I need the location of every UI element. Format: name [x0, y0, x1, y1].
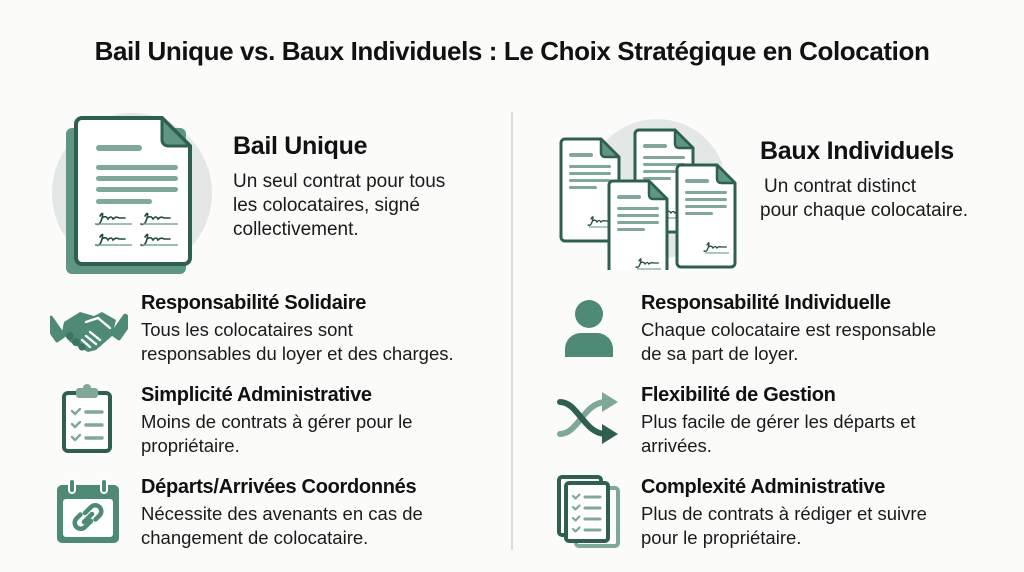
column-divider	[511, 112, 513, 550]
feature-title: Complexité Administrative	[641, 476, 886, 498]
description-line: changement de colocataire.	[141, 527, 369, 548]
description-line: propriétaire.	[141, 435, 240, 456]
description-line: Plus de contrats à rédiger et suivre	[641, 503, 927, 524]
description-line: pour chaque colocataire.	[760, 200, 969, 221]
shuffle-arrows-icon	[556, 390, 622, 446]
feature-title: Responsabilité Solidaire	[141, 292, 367, 314]
clipboard-checklist-icon	[60, 383, 116, 453]
description-line: Moins de contrats à gérer pour le	[141, 411, 413, 432]
feature-description	[641, 502, 927, 550]
calendar-link-icon	[55, 477, 123, 545]
feature-title: Responsabilité Individuelle	[641, 292, 891, 314]
feature-title: Départs/Arrivées Coordonnés	[141, 476, 417, 498]
baux-individuels-title: Baux Individuels	[760, 137, 954, 165]
stacked-checklists-icon	[556, 474, 622, 550]
signed-document-icon	[50, 108, 225, 278]
description-line: Un seul contrat pour tous	[233, 171, 446, 192]
feature-title: Flexibilité de Gestion	[641, 384, 836, 406]
description-line: responsables du loyer et des charges.	[141, 343, 454, 364]
description-line: les colocataires, signé	[233, 195, 420, 216]
description-line: Chaque colocataire est responsable	[641, 319, 937, 340]
description-line: pour le propriétaire.	[641, 527, 802, 548]
baux-individuels-description	[760, 175, 968, 223]
person-icon	[562, 299, 616, 359]
description-line: de sa part de loyer.	[641, 343, 799, 364]
description-line: Un contrat distinct	[764, 176, 917, 197]
bail-unique-description	[233, 170, 445, 242]
description-line: Plus facile de gérer les départs et	[641, 411, 916, 432]
page-title: Bail Unique vs. Baux Individuels : Le Choix Stratégique en Colocation	[94, 36, 930, 66]
description-line: Tous les colocataires sont	[141, 319, 353, 340]
feature-description	[641, 318, 936, 366]
description-line: collectivement.	[233, 219, 359, 240]
feature-description	[641, 410, 916, 458]
handshake-icon	[50, 302, 128, 354]
description-line: Nécessite des avenants en cas de	[141, 503, 423, 524]
multiple-documents-icon	[553, 115, 743, 270]
feature-description	[141, 318, 454, 366]
description-line: arrivées.	[641, 435, 712, 456]
feature-description	[141, 502, 423, 550]
bail-unique-title: Bail Unique	[233, 132, 368, 160]
feature-description	[141, 410, 412, 458]
feature-title: Simplicité Administrative	[141, 384, 372, 406]
